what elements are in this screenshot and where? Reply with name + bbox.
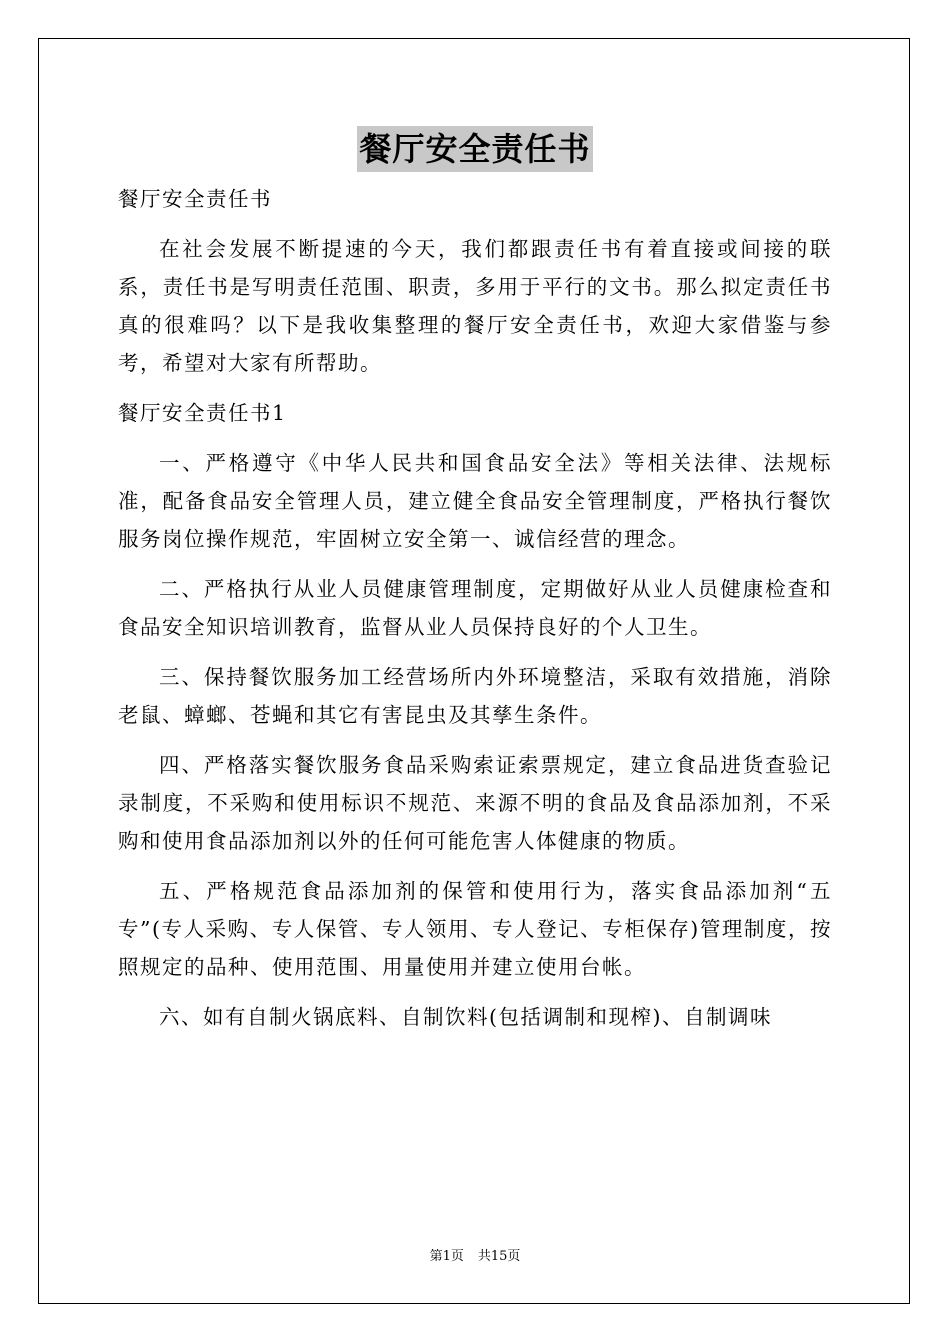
page-number: 第1页 xyxy=(429,1249,464,1264)
document-body xyxy=(118,180,832,1048)
section-heading: 餐厅安全责任书1 xyxy=(118,401,287,425)
page-total: 共15页 xyxy=(477,1249,521,1264)
paragraph: 一、严格遵守《中华人民共和国食品安全法》等相关法律、法规标准，配备食品安全管理人员，建立健全食品安全管理制度，严格执行餐饮服务岗位操作规范，牢固树立安全第一、诚信经营的理念。 xyxy=(118,451,832,551)
paragraph: 二、严格执行从业人员健康管理制度，定期做好从业人员健康检查和食品安全知识培训教育，监督从业人员保持良好的个人卫生。 xyxy=(118,577,832,639)
paragraph: 在社会发展不断提速的今天，我们都跟责任书有着直接或间接的联系，责任书是写明责任范围、职责，多用于平行的文书。那么拟定责任书真的很难吗？以下是我收集整理的餐厅安全责任书，欢迎大家借鉴与参考，希望对大家有所帮助。 xyxy=(118,237,832,375)
document-title: 餐厅安全责任书 xyxy=(357,126,592,172)
paragraph: 三、保持餐饮服务加工经营场所内外环境整洁，采取有效措施，消除老鼠、蟑螂、苍蝇和其它有害昆虫及其孳生条件。 xyxy=(118,665,832,727)
section-heading: 餐厅安全责任书 xyxy=(118,187,272,211)
title-container xyxy=(0,126,950,172)
page-footer xyxy=(0,1248,950,1266)
paragraph: 五、严格规范食品添加剂的保管和使用行为，落实食品添加剂“五专”(专人采购、专人保管、专人领用、专人登记、专柜保存)管理制度，按照规定的品种、使用范围、用量使用并建立使用台帐。 xyxy=(118,879,832,979)
paragraph: 四、严格落实餐饮服务食品采购索证索票规定，建立食品进货查验记录制度，不采购和使用标识不规范、来源不明的食品及食品添加剂，不采购和使用食品添加剂以外的任何可能危害人体健康的物质。 xyxy=(118,753,832,853)
paragraph: 六、如有自制火锅底料、自制饮料(包括调制和现榨)、自制调味 xyxy=(159,1005,772,1029)
